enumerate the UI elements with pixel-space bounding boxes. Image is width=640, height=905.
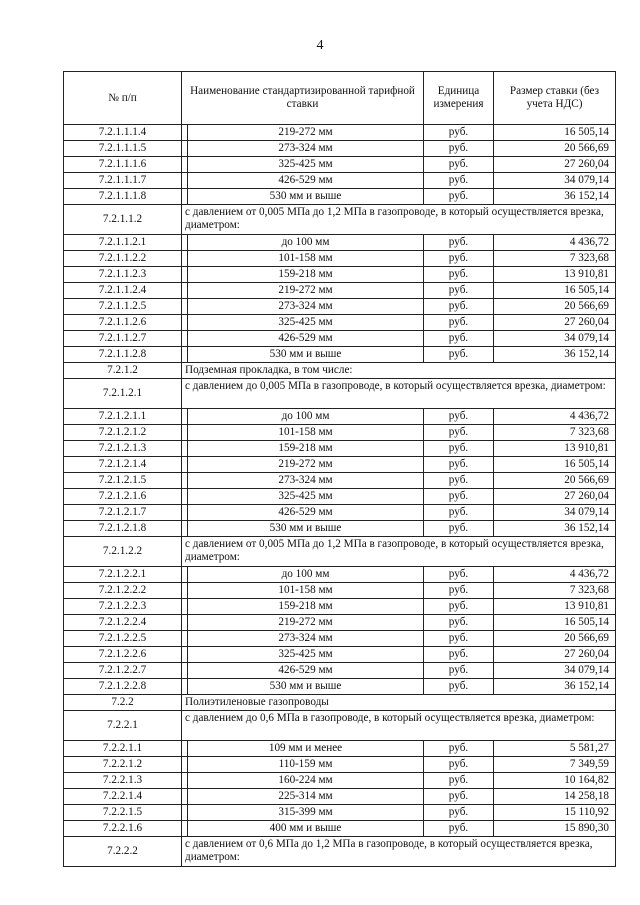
table-row (64, 521, 616, 537)
table-row (64, 647, 616, 663)
table-row (64, 283, 616, 299)
row-unit: руб. (424, 315, 494, 331)
row-name: 426-529 мм (188, 505, 424, 521)
table-section-row (64, 379, 616, 409)
row-name: до 100 мм (188, 235, 424, 251)
row-number: 7.2.1.1.2.1 (64, 235, 182, 251)
table-row (64, 505, 616, 521)
row-unit: руб. (424, 125, 494, 141)
row-number: 7.2.1.2.2.3 (64, 599, 182, 615)
row-name: 101-158 мм (188, 583, 424, 599)
row-unit: руб. (424, 757, 494, 773)
row-name: 530 мм и выше (188, 189, 424, 205)
row-name: до 100 мм (188, 567, 424, 583)
row-rate: 10 164,82 (494, 773, 616, 789)
row-rate: 16 505,14 (494, 615, 616, 631)
row-name: 315-399 мм (188, 805, 424, 821)
row-name: 225-314 мм (188, 789, 424, 805)
table-row (64, 299, 616, 315)
row-unit: руб. (424, 425, 494, 441)
row-rate: 20 566,69 (494, 141, 616, 157)
table-section-row (64, 363, 616, 379)
table-row (64, 125, 616, 141)
row-unit: руб. (424, 505, 494, 521)
row-name: 325-425 мм (188, 647, 424, 663)
row-unit: руб. (424, 599, 494, 615)
row-rate: 16 505,14 (494, 283, 616, 299)
row-rate: 34 079,14 (494, 663, 616, 679)
table-row (64, 157, 616, 173)
row-name: 159-218 мм (188, 441, 424, 457)
row-number: 7.2.1.1.2.2 (64, 251, 182, 267)
table-row (64, 441, 616, 457)
table-row (64, 189, 616, 205)
section-heading: с давлением от 0,6 МПа до 1,2 МПа в газопроводе, в который осуществляется врезка, диаметром: (182, 837, 616, 867)
table-row (64, 599, 616, 615)
row-number: 7.2.1.2.1.2 (64, 425, 182, 441)
row-number: 7.2.1.1.1.8 (64, 189, 182, 205)
row-unit: руб. (424, 521, 494, 537)
row-rate: 16 505,14 (494, 457, 616, 473)
row-rate: 14 258,18 (494, 789, 616, 805)
table-row (64, 425, 616, 441)
table-row (64, 663, 616, 679)
row-name: 426-529 мм (188, 663, 424, 679)
row-rate: 27 260,04 (494, 157, 616, 173)
table-row (64, 567, 616, 583)
table-row (64, 741, 616, 757)
row-rate: 20 566,69 (494, 473, 616, 489)
row-rate: 7 323,68 (494, 583, 616, 599)
row-name: 325-425 мм (188, 489, 424, 505)
table-row (64, 489, 616, 505)
table-section-row (64, 711, 616, 741)
row-name: 530 мм и выше (188, 521, 424, 537)
row-rate: 4 436,72 (494, 567, 616, 583)
row-name: 110-159 мм (188, 757, 424, 773)
table-section-row (64, 205, 616, 235)
table-row (64, 805, 616, 821)
table-row (64, 267, 616, 283)
table-row (64, 347, 616, 363)
row-number: 7.2.1.2.1.7 (64, 505, 182, 521)
row-unit: руб. (424, 141, 494, 157)
row-number: 7.2.1.1.1.7 (64, 173, 182, 189)
row-name: 219-272 мм (188, 125, 424, 141)
table-row (64, 773, 616, 789)
row-number: 7.2.1.1.1.5 (64, 141, 182, 157)
row-name: 273-324 мм (188, 141, 424, 157)
table-section-row (64, 537, 616, 567)
table-row (64, 251, 616, 267)
row-number: 7.2.1.2.1.1 (64, 409, 182, 425)
row-unit: руб. (424, 679, 494, 695)
row-number: 7.2.1.1.1.6 (64, 157, 182, 173)
row-number: 7.2.1.2.1.3 (64, 441, 182, 457)
row-number: 7.2.1.1.2.8 (64, 347, 182, 363)
row-rate: 27 260,04 (494, 647, 616, 663)
row-unit: руб. (424, 267, 494, 283)
row-number: 7.2.1.2.2.5 (64, 631, 182, 647)
row-number: 7.2.2.1.5 (64, 805, 182, 821)
row-rate: 7 323,68 (494, 425, 616, 441)
table-row (64, 615, 616, 631)
section-heading: Полиэтиленовые газопроводы (182, 695, 616, 711)
row-name: 325-425 мм (188, 157, 424, 173)
row-unit: руб. (424, 409, 494, 425)
header-num: № п/п (64, 72, 182, 125)
row-unit: руб. (424, 489, 494, 505)
row-number: 7.2.1.2.2.6 (64, 647, 182, 663)
row-name: 325-425 мм (188, 315, 424, 331)
row-unit: руб. (424, 789, 494, 805)
row-number: 7.2.1.2.1.4 (64, 457, 182, 473)
row-name: 160-224 мм (188, 773, 424, 789)
row-rate: 13 910,81 (494, 441, 616, 457)
row-rate: 27 260,04 (494, 315, 616, 331)
row-unit: руб. (424, 647, 494, 663)
table-section-row (64, 695, 616, 711)
table-row (64, 757, 616, 773)
row-number: 7.2.1.2.2.1 (64, 567, 182, 583)
page-number: 4 (316, 38, 324, 53)
section-heading: с давлением от 0,005 МПа до 1,2 МПа в газопроводе, в который осуществляется врезка, диаметром: (182, 537, 616, 567)
table-row (64, 409, 616, 425)
row-rate: 20 566,69 (494, 299, 616, 315)
table-row (64, 473, 616, 489)
row-rate: 16 505,14 (494, 125, 616, 141)
row-name: 273-324 мм (188, 631, 424, 647)
table-body (64, 125, 616, 867)
table-row (64, 457, 616, 473)
row-number: 7.2.1.1.2.6 (64, 315, 182, 331)
row-number: 7.2.1.1.2.4 (64, 283, 182, 299)
row-name: 400 мм и выше (188, 821, 424, 837)
row-name: 101-158 мм (188, 251, 424, 267)
tariff-table (63, 71, 616, 867)
table-row (64, 141, 616, 157)
row-name: 219-272 мм (188, 615, 424, 631)
row-rate: 36 152,14 (494, 521, 616, 537)
table-section-row (64, 837, 616, 867)
table-header-row (64, 72, 616, 125)
row-name: 109 мм и менее (188, 741, 424, 757)
row-number: 7.2.2.1.2 (64, 757, 182, 773)
row-unit: руб. (424, 663, 494, 679)
row-number: 7.2.1.1.2.5 (64, 299, 182, 315)
section-heading: с давлением от 0,005 МПа до 1,2 МПа в газопроводе, в который осуществляется врезка, диаметром: (182, 205, 616, 235)
table-row (64, 331, 616, 347)
row-name: 159-218 мм (188, 599, 424, 615)
row-number: 7.2.1.2.1.6 (64, 489, 182, 505)
header-name: Наименование стандартизированной тарифной ставки (182, 72, 424, 125)
row-unit: руб. (424, 157, 494, 173)
row-name: 530 мм и выше (188, 347, 424, 363)
row-rate: 4 436,72 (494, 409, 616, 425)
table-row (64, 235, 616, 251)
row-number: 7.2.2.1.3 (64, 773, 182, 789)
row-rate: 4 436,72 (494, 235, 616, 251)
row-number: 7.2.1.1.2.3 (64, 267, 182, 283)
row-unit: руб. (424, 741, 494, 757)
section-heading: с давлением до 0,005 МПа в газопроводе, в который осуществляется врезка, диаметром: (182, 379, 616, 409)
row-rate: 7 349,59 (494, 757, 616, 773)
row-number: 7.2.1.2.2.2 (64, 583, 182, 599)
row-number: 7.2.1.2.2.7 (64, 663, 182, 679)
row-unit: руб. (424, 583, 494, 599)
row-number: 7.2.1.2.1.5 (64, 473, 182, 489)
row-name: 273-324 мм (188, 299, 424, 315)
row-rate: 20 566,69 (494, 631, 616, 647)
row-rate: 13 910,81 (494, 267, 616, 283)
row-number: 7.2.2.1.6 (64, 821, 182, 837)
header-unit: Единица измерения (424, 72, 494, 125)
section-heading: с давлением до 0,6 МПа в газопроводе, в который осуществляется врезка, диаметром: (182, 711, 616, 741)
header-rate: Размер ставки (без учета НДС) (494, 72, 616, 125)
row-number: 7.2.1.1.2.7 (64, 331, 182, 347)
row-rate: 15 110,92 (494, 805, 616, 821)
row-unit: руб. (424, 567, 494, 583)
section-heading: Подземная прокладка, в том числе: (182, 363, 616, 379)
table-row (64, 821, 616, 837)
row-number: 7.2.1.1.2 (64, 205, 182, 235)
row-unit: руб. (424, 773, 494, 789)
row-number: 7.2.1.2.2 (64, 537, 182, 567)
row-rate: 15 890,30 (494, 821, 616, 837)
row-name: 159-218 мм (188, 267, 424, 283)
row-unit: руб. (424, 189, 494, 205)
row-name: до 100 мм (188, 409, 424, 425)
row-unit: руб. (424, 631, 494, 647)
row-number: 7.2.2 (64, 695, 182, 711)
row-unit: руб. (424, 347, 494, 363)
row-number: 7.2.2.1.4 (64, 789, 182, 805)
row-unit: руб. (424, 235, 494, 251)
row-name: 426-529 мм (188, 331, 424, 347)
table-row (64, 583, 616, 599)
row-number: 7.2.1.2.2.8 (64, 679, 182, 695)
row-number: 7.2.2.1 (64, 711, 182, 741)
row-unit: руб. (424, 251, 494, 267)
row-rate: 34 079,14 (494, 173, 616, 189)
row-number: 7.2.1.1.1.4 (64, 125, 182, 141)
row-rate: 27 260,04 (494, 489, 616, 505)
row-unit: руб. (424, 615, 494, 631)
row-unit: руб. (424, 457, 494, 473)
table-row (64, 315, 616, 331)
row-name: 426-529 мм (188, 173, 424, 189)
row-name: 101-158 мм (188, 425, 424, 441)
row-rate: 7 323,68 (494, 251, 616, 267)
row-number: 7.2.1.2.1.8 (64, 521, 182, 537)
row-rate: 13 910,81 (494, 599, 616, 615)
row-unit: руб. (424, 473, 494, 489)
table-row (64, 631, 616, 647)
row-unit: руб. (424, 331, 494, 347)
row-unit: руб. (424, 173, 494, 189)
row-unit: руб. (424, 805, 494, 821)
row-number: 7.2.2.1.1 (64, 741, 182, 757)
row-number: 7.2.1.2.2.4 (64, 615, 182, 631)
row-rate: 34 079,14 (494, 505, 616, 521)
row-rate: 5 581,27 (494, 741, 616, 757)
table-row (64, 789, 616, 805)
row-rate: 34 079,14 (494, 331, 616, 347)
row-name: 219-272 мм (188, 457, 424, 473)
row-name: 273-324 мм (188, 473, 424, 489)
table-row (64, 679, 616, 695)
row-unit: руб. (424, 821, 494, 837)
row-name: 219-272 мм (188, 283, 424, 299)
row-rate: 36 152,14 (494, 679, 616, 695)
row-number: 7.2.1.2.1 (64, 379, 182, 409)
row-name: 530 мм и выше (188, 679, 424, 695)
row-unit: руб. (424, 441, 494, 457)
table-row (64, 173, 616, 189)
row-unit: руб. (424, 299, 494, 315)
row-number: 7.2.2.2 (64, 837, 182, 867)
row-rate: 36 152,14 (494, 189, 616, 205)
row-rate: 36 152,14 (494, 347, 616, 363)
row-number: 7.2.1.2 (64, 363, 182, 379)
row-unit: руб. (424, 283, 494, 299)
